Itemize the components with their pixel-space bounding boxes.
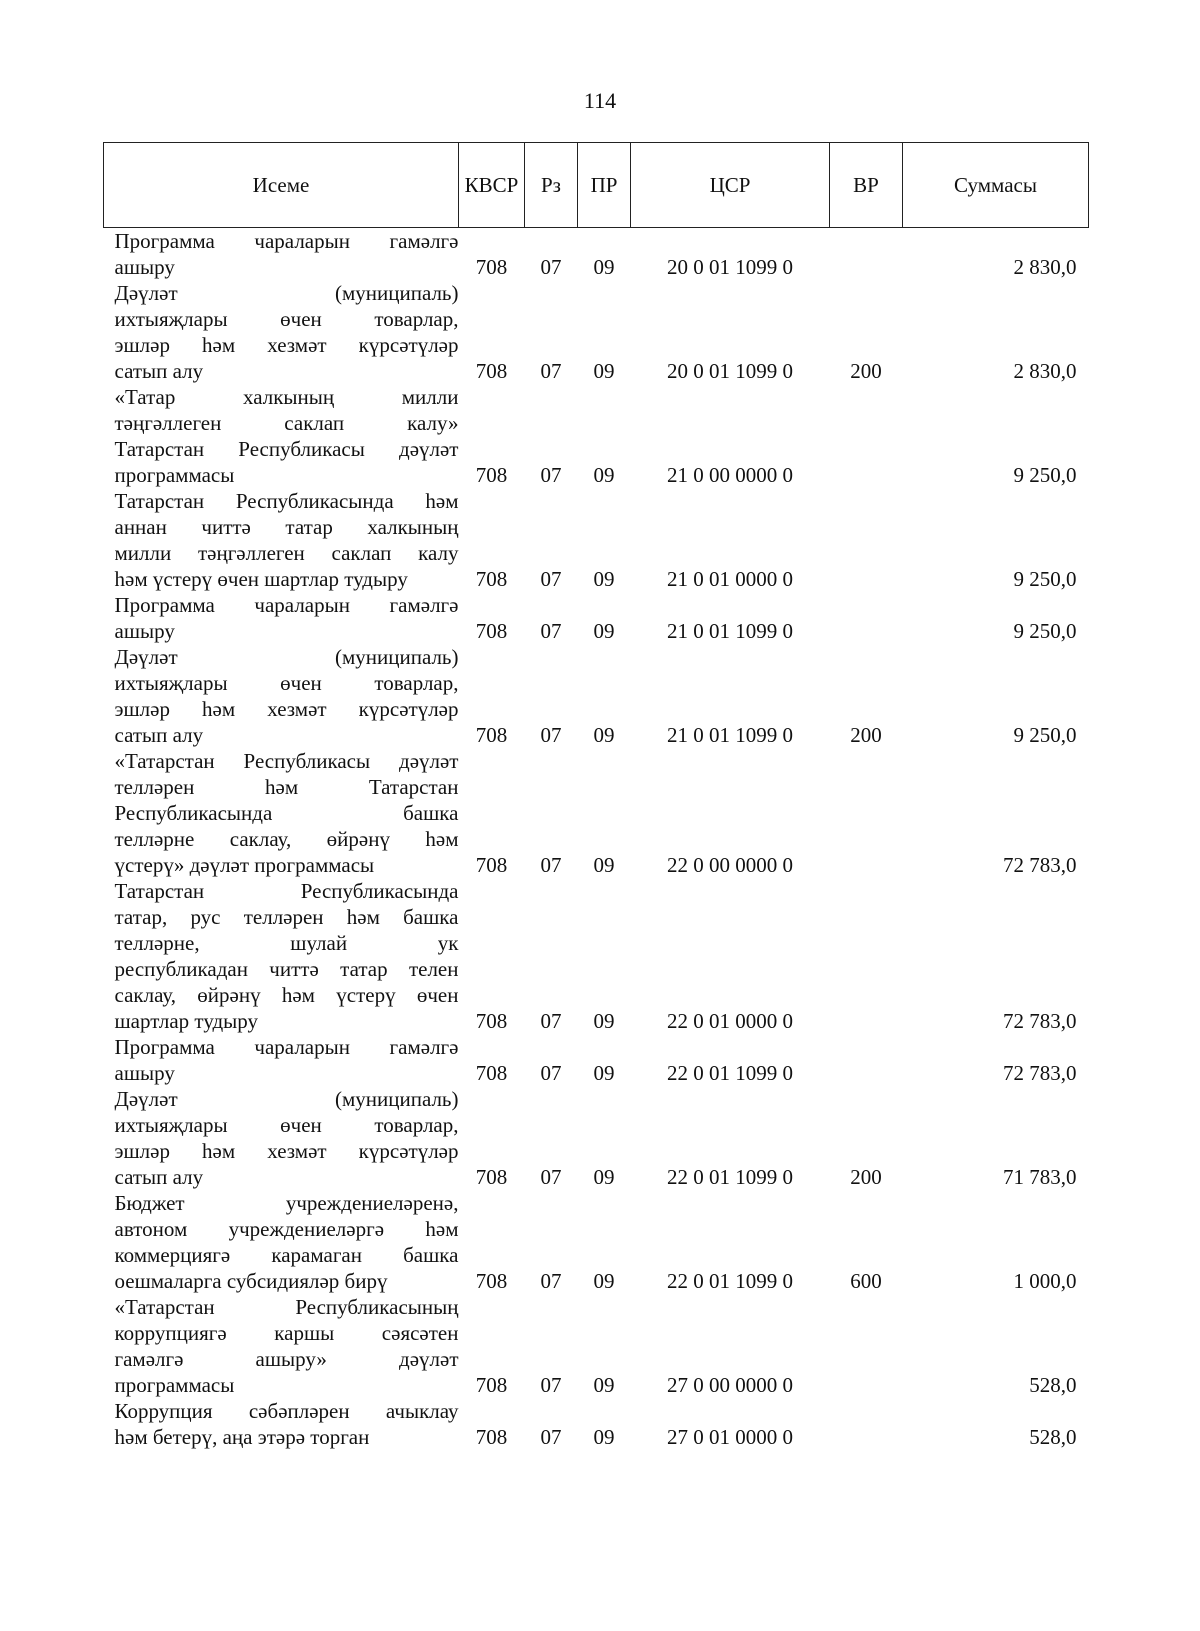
row-name-line: ашыру (114, 1061, 175, 1085)
row-name-line: һәм бетерү, аңа этәрә торган (114, 1425, 370, 1449)
table-row (104, 384, 1089, 488)
row-kvsr: 708 (475, 619, 508, 643)
row-name (104, 1034, 459, 1086)
header-vr: ВР (830, 143, 903, 228)
row-name (104, 280, 459, 384)
row-name-line: коррупциягә каршы сәясәтен (114, 1321, 459, 1345)
row-sum: 72 783,0 (1003, 1009, 1077, 1033)
row-name (104, 878, 459, 1034)
row-sum: 9 250,0 (1013, 723, 1077, 747)
row-name-line: сатып алу (114, 359, 204, 383)
row-name-line: коммерциягә карамаган башка (114, 1243, 459, 1267)
row-name-line: Программа чараларын гамәлгә (114, 593, 459, 617)
row-pr: 09 (593, 1009, 615, 1033)
row-csr: 27 0 01 0000 0 (667, 1425, 793, 1449)
row-sum: 72 783,0 (1003, 853, 1077, 877)
table-header-row (104, 143, 1089, 228)
row-rz: 07 (540, 853, 562, 877)
row-name (104, 1398, 459, 1450)
row-sum: 1 000,0 (1013, 1269, 1077, 1293)
row-name-line: ихтыяҗлары өчен товарлар, (114, 671, 459, 695)
row-name-line: программасы (114, 463, 235, 487)
row-name-line: тәңгәллеген саклап калу» (114, 411, 459, 435)
row-name-line: ихтыяҗлары өчен товарлар, (114, 1113, 459, 1137)
table-row (104, 1294, 1089, 1398)
row-csr: 27 0 00 0000 0 (667, 1373, 793, 1397)
row-rz: 07 (540, 1425, 562, 1449)
row-name-line: Татарстан Республикасы дәүләт (114, 437, 459, 461)
row-name-line: аннан читтә татар халкының (114, 515, 459, 539)
row-vr (830, 228, 903, 281)
row-name-line: милли тәңгәллеген саклап калу (114, 541, 459, 565)
row-sum: 9 250,0 (1013, 463, 1077, 487)
row-csr: 22 0 01 0000 0 (667, 1009, 793, 1033)
row-name-line: «Татарстан Республикасы дәүләт (114, 749, 459, 773)
row-pr: 09 (593, 1165, 615, 1189)
row-name-line: Программа чараларын гамәлгә (114, 1035, 459, 1059)
row-sum: 2 830,0 (1013, 255, 1077, 279)
row-name-line: телләрне, шулай ук (114, 931, 459, 955)
row-csr: 20 0 01 1099 0 (667, 255, 793, 279)
row-name-line: гамәлгә ашыру» дәүләт (114, 1347, 459, 1371)
row-rz: 07 (540, 359, 562, 383)
row-name-line: ашыру (114, 619, 175, 643)
row-name-line: шартлар тудыру (114, 1009, 259, 1033)
row-pr: 09 (593, 723, 615, 747)
row-vr: 200 (850, 723, 882, 747)
row-pr: 09 (593, 463, 615, 487)
row-name (104, 748, 459, 878)
row-sum: 528,0 (1029, 1373, 1077, 1397)
row-vr (830, 878, 903, 1034)
row-vr (830, 592, 903, 644)
row-pr: 09 (593, 567, 615, 591)
table-row (104, 1190, 1089, 1294)
table-row (104, 878, 1089, 1034)
row-kvsr: 708 (475, 255, 508, 279)
row-name-line: сатып алу (114, 1165, 204, 1189)
row-pr: 09 (593, 853, 615, 877)
row-name-line: Программа чараларын гамәлгә (114, 229, 459, 253)
row-name-line: «Татарстан Республикасының (114, 1295, 459, 1319)
table-row (104, 644, 1089, 748)
row-name-line: Татарстан Республикасында (114, 879, 459, 903)
row-name (104, 1190, 459, 1294)
row-name-line: Бюджет учреждениеләренә, (114, 1191, 459, 1215)
row-name (104, 644, 459, 748)
row-csr: 22 0 01 1099 0 (667, 1165, 793, 1189)
row-name-line: программасы (114, 1373, 235, 1397)
row-csr: 22 0 00 0000 0 (667, 853, 793, 877)
row-csr: 21 0 01 0000 0 (667, 567, 793, 591)
row-kvsr: 708 (475, 853, 508, 877)
header-rz: Рз (525, 143, 578, 228)
row-sum: 9 250,0 (1013, 567, 1077, 591)
row-rz: 07 (540, 1373, 562, 1397)
row-csr: 21 0 01 1099 0 (667, 723, 793, 747)
row-name (104, 592, 459, 644)
row-name-line: республикадан читтә татар телен (114, 957, 459, 981)
header-kvsr: КВСР (459, 143, 525, 228)
row-name-line: оешмаларга субсидияләр бирү (114, 1269, 388, 1293)
row-name-line: татар, рус телләрен һәм башка (114, 905, 459, 929)
row-name-line: сатып алу (114, 723, 204, 747)
row-sum: 71 783,0 (1003, 1165, 1077, 1189)
row-name-line: телләрне саклау, өйрәнү һәм (114, 827, 459, 851)
row-vr (830, 1294, 903, 1398)
table-row (104, 1398, 1089, 1450)
table-row (104, 488, 1089, 592)
row-name-line: эшләр һәм хезмәт күрсәтүләр (114, 697, 459, 721)
row-pr: 09 (593, 1061, 615, 1085)
row-name-line: Коррупция сәбәпләрен ачыклау (114, 1399, 459, 1423)
table-row (104, 280, 1089, 384)
row-csr: 22 0 01 1099 0 (667, 1061, 793, 1085)
row-pr: 09 (593, 1373, 615, 1397)
page-number: 114 (583, 88, 617, 113)
row-name (104, 228, 459, 281)
row-name-line: эшләр һәм хезмәт күрсәтүләр (114, 333, 459, 357)
row-rz: 07 (540, 1165, 562, 1189)
row-name-line: автоном учреждениеләргә һәм (114, 1217, 459, 1241)
row-rz: 07 (540, 1269, 562, 1293)
row-csr: 22 0 01 1099 0 (667, 1269, 793, 1293)
row-sum: 9 250,0 (1013, 619, 1077, 643)
row-kvsr: 708 (475, 1009, 508, 1033)
table-row (104, 1086, 1089, 1190)
row-vr: 200 (850, 1165, 882, 1189)
header-pr: ПР (578, 143, 631, 228)
row-kvsr: 708 (475, 567, 508, 591)
row-name (104, 488, 459, 592)
row-vr: 600 (850, 1269, 882, 1293)
header-sum: Суммасы (903, 143, 1089, 228)
row-pr: 09 (593, 619, 615, 643)
row-kvsr: 708 (475, 723, 508, 747)
table-row (104, 592, 1089, 644)
row-name-line: ихтыяҗлары өчен товарлар, (114, 307, 459, 331)
row-pr: 09 (593, 1269, 615, 1293)
row-vr (830, 1034, 903, 1086)
budget-table (103, 142, 1089, 1450)
row-kvsr: 708 (475, 1061, 508, 1085)
row-name-line: Татарстан Республикасында һәм (114, 489, 459, 513)
row-pr: 09 (593, 1425, 615, 1449)
row-vr: 200 (850, 359, 882, 383)
row-name-line: ашыру (114, 255, 175, 279)
table-body (104, 228, 1089, 1451)
row-sum: 2 830,0 (1013, 359, 1077, 383)
row-name-line: «Татар халкының милли (114, 385, 459, 409)
row-rz: 07 (540, 1009, 562, 1033)
row-csr: 21 0 00 0000 0 (667, 463, 793, 487)
row-name-line: Дәүләт (муниципаль) (114, 281, 459, 305)
table-row (104, 1034, 1089, 1086)
header-name: Исеме (104, 143, 459, 228)
row-vr (830, 748, 903, 878)
row-vr (830, 488, 903, 592)
row-name-line: һәм үстерү өчен шартлар тудыру (114, 567, 408, 591)
row-csr: 20 0 01 1099 0 (667, 359, 793, 383)
row-name-line: Республикасында башка (114, 801, 459, 825)
row-kvsr: 708 (475, 1165, 508, 1189)
row-vr (830, 384, 903, 488)
row-rz: 07 (540, 255, 562, 279)
row-kvsr: 708 (475, 1425, 508, 1449)
row-rz: 07 (540, 723, 562, 747)
row-name-line: Дәүләт (муниципаль) (114, 1087, 459, 1111)
table-row (104, 748, 1089, 878)
row-kvsr: 708 (475, 359, 508, 383)
row-name-line: саклау, өйрәнү һәм үстерү өчен (114, 983, 459, 1007)
row-name-line: Дәүләт (муниципаль) (114, 645, 459, 669)
row-rz: 07 (540, 619, 562, 643)
table-row (104, 228, 1089, 281)
row-vr (830, 1398, 903, 1450)
row-rz: 07 (540, 463, 562, 487)
row-name-line: телләрен һәм Татарстан (114, 775, 459, 799)
row-kvsr: 708 (475, 1373, 508, 1397)
row-pr: 09 (593, 255, 615, 279)
row-name (104, 1294, 459, 1398)
row-pr: 09 (593, 359, 615, 383)
row-sum: 528,0 (1029, 1425, 1077, 1449)
row-name (104, 384, 459, 488)
row-kvsr: 708 (475, 1269, 508, 1293)
row-sum: 72 783,0 (1003, 1061, 1077, 1085)
row-kvsr: 708 (475, 463, 508, 487)
row-name-line: эшләр һәм хезмәт күрсәтүләр (114, 1139, 459, 1163)
row-name (104, 1086, 459, 1190)
row-csr: 21 0 01 1099 0 (667, 619, 793, 643)
row-name-line: үстерү» дәүләт программасы (114, 853, 375, 877)
row-rz: 07 (540, 567, 562, 591)
row-rz: 07 (540, 1061, 562, 1085)
header-csr: ЦСР (631, 143, 830, 228)
